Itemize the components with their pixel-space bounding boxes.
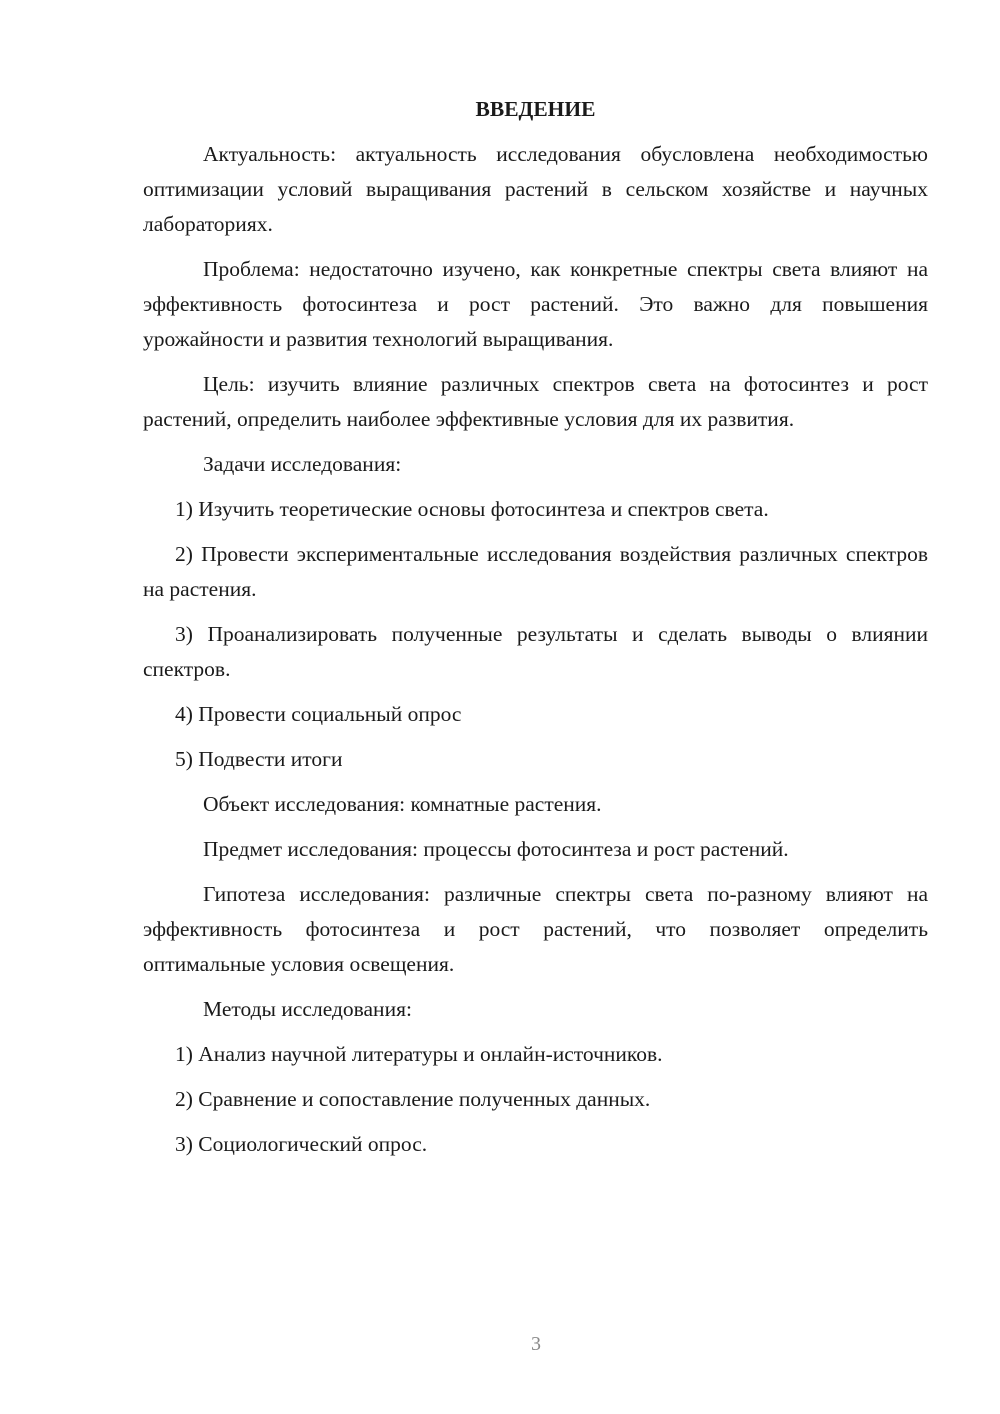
task-item-5: 5) Подвести итоги (175, 747, 343, 771)
section-heading: ВВЕДЕНИЕ (475, 97, 596, 121)
paragraph-relevance: Актуальность: актуальность исследования обусловлена необходимостью оптимизации условий выращивания растений в сельском хозяйстве и научных лабораториях. (143, 142, 928, 236)
paragraph-methods-title: Методы исследования: (203, 997, 412, 1021)
method-item-3: 3) Социологический опрос. (175, 1132, 428, 1156)
paragraph-problem: Проблема: недостаточно изучено, как конкретные спектры света влияют на эффективность фотосинтеза и рост растений. Это важно для повышения урожайности и развития технологий выращивания. (143, 257, 928, 351)
paragraph-goal: Цель: изучить влияние различных спектров света на фотосинтез и рост растений, определить наиболее эффективные условия для их развития. (143, 372, 928, 431)
method-item-2: 2) Сравнение и сопоставление полученных данных. (175, 1087, 651, 1111)
task-item-1: 1) Изучить теоретические основы фотосинтеза и спектров света. (175, 497, 769, 521)
page-number: 3 (531, 1333, 541, 1355)
paragraph-object: Объект исследования: комнатные растения. (203, 792, 602, 816)
page-content (143, 92, 928, 1172)
task-item-3: 3) Проанализировать полученные результаты и сделать выводы о влиянии спектров. (143, 622, 928, 681)
task-item-4: 4) Провести социальный опрос (175, 702, 462, 726)
paragraph-tasks-title: Задачи исследования: (203, 452, 402, 476)
paragraph-hypothesis: Гипотеза исследования: различные спектры света по-разному влияют на эффективность фотосинтеза и рост растений, что позволяет определить оптимальные условия освещения. (143, 882, 928, 976)
paragraph-subject: Предмет исследования: процессы фотосинтеза и рост растений. (203, 837, 789, 861)
method-item-1: 1) Анализ научной литературы и онлайн-источников. (175, 1042, 663, 1066)
task-item-2: 2) Провести экспериментальные исследования воздействия различных спектров на растения. (143, 542, 928, 601)
